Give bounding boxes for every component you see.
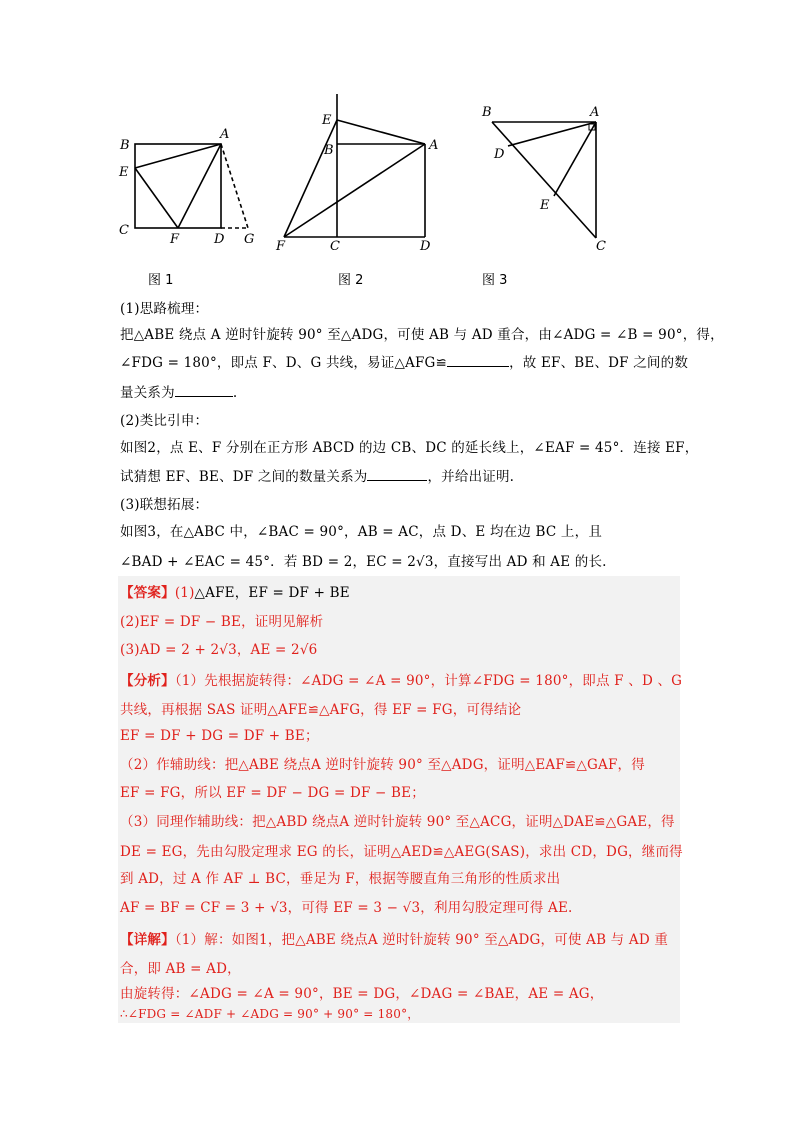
problem-line (120, 465, 514, 485)
fig3-label-e: E (540, 198, 550, 213)
fig1-label-a: A (220, 127, 230, 142)
fig2-label-a: A (429, 138, 439, 153)
analysis-line: 到 AD，过 A 作 AF ⊥ BC，垂足为 F，根据等腰直角三角形的性质求出 (120, 871, 561, 887)
fig3-label-d: D (494, 147, 505, 162)
fig1-caption: 图 1 (148, 273, 174, 288)
fig1-label-b: B (120, 138, 130, 153)
answer-line: (2)EF = DF − BE，证明见解析 (120, 614, 324, 630)
fig2-label-c: C (330, 239, 340, 252)
text: （1）解：如图1，把△ABE 绕点A 逆时针旋转 90° 至△ADG，可使 AB 与 AD 重 (174, 932, 669, 948)
detail-line: ∴∠FDG = ∠ADF + ∠ADG = 90° + 90° = 180°， (120, 1007, 420, 1021)
detail-tag: 【详解】 (120, 932, 175, 948)
fig1-label-g: G (244, 232, 255, 247)
fig2-label-e: E (322, 113, 332, 128)
fig2-caption: 图 2 (338, 273, 364, 288)
text: (1) (174, 585, 195, 601)
fig1-label-c: C (119, 223, 129, 238)
problem-line: 如图3，在△ABC 中，∠BAC = 90°，AB = AC，点 D、E 均在边 BC 上，且 (120, 524, 603, 540)
fig1-label-f: F (170, 232, 180, 247)
analysis-line: EF = FG，所以 EF = DF − DG = DF − BE； (120, 785, 425, 801)
problem-line: ∠BAD + ∠EAC = 45°．若 BD = 2，EC = 2√3，直接写出 AD 和 AE 的长. (120, 554, 607, 570)
text: （1）先根据旋转得：∠ADG = ∠A = 90°，计算∠FDG = 180°，即点 F 、D 、G (174, 673, 683, 689)
text: △AFE，EF = DF + BE (194, 585, 350, 601)
analysis-line: （3）同理作辅助线：把△ABD 绕点A 逆时针旋转 90° 至△ACG，证明△DAE≌△GAE，得 (120, 814, 675, 830)
fig3-caption: 图 3 (482, 273, 508, 288)
part3-heading: (3)联想拓展： (120, 497, 209, 513)
answer-blank (447, 356, 509, 367)
fig2-label-f: F (276, 239, 286, 252)
answer-blank (367, 470, 427, 481)
fig2-label-b: B (324, 143, 334, 158)
fig3-label-a: A (590, 105, 600, 120)
text: ，并给出证明. (427, 469, 515, 485)
fig3-label-c: C (596, 239, 606, 254)
analysis-line: 共线，再根据 SAS 证明△AFE≌△AFG，得 EF = FG，可得结论 (120, 702, 522, 718)
analysis-line: EF = DF + DG = DF + BE； (120, 728, 319, 744)
fig1-label-d: D (214, 232, 225, 247)
analysis-line: （2）作辅助线：把△ABE 绕点A 逆时针旋转 90° 至△ADG，证明△EAF≌△GAF，得 (120, 757, 645, 773)
answer-tag: 【答案】 (120, 585, 175, 601)
part2-heading: (2)类比引申： (120, 413, 209, 429)
analysis-line: AF = BF = CF = 3 + √3，可得 EF = 3 − √3，利用勾股定理可得 AE. (120, 900, 573, 916)
analysis-line: DE = EG，先由勾股定理求 EG 的长，证明△AED≌△AEG(SAS)，求出 CD，DG，继而得 (120, 844, 683, 860)
problem-line (120, 381, 237, 401)
analysis-tag: 【分析】 (120, 673, 175, 689)
fig3-label-b: B (482, 105, 492, 120)
figure-3 (478, 100, 618, 255)
answer-line (120, 581, 350, 601)
detail-line: 由旋转得：∠ADG = ∠A = 90°，BE = DG，∠DAG = ∠BAE，AE = AG， (120, 986, 604, 1002)
text: ，故 EF、BE、DF 之间的数 (509, 355, 689, 371)
answer-line: (3)AD = 2 + 2√3，AE = 2√6 (120, 642, 318, 658)
answer-blank (175, 386, 233, 397)
figure-2 (272, 92, 442, 252)
analysis-line (120, 669, 682, 689)
text: 量关系为 (120, 385, 175, 401)
fig2-label-d: D (420, 239, 431, 252)
figure-1 (110, 120, 270, 250)
problem-line: 如图2，点 E、F 分别在正方形 ABCD 的边 CB、DC 的延长线上，∠EAF = 45°．连接 EF， (120, 440, 699, 456)
fig1-label-e: E (119, 165, 129, 180)
text: ∠FDG = 180°，即点 F、D、G 共线，易证△AFG≌ (120, 355, 448, 371)
detail-line (120, 928, 668, 948)
part1-heading: (1)思路梳理： (120, 301, 209, 317)
detail-line: 合，即 AB = AD， (120, 961, 241, 977)
problem-line: 把△ABE 绕点 A 逆时针旋转 90° 至△ADG，可使 AB 与 AD 重合，由∠ADG = ∠B = 90°，得， (120, 327, 724, 343)
problem-line (120, 351, 688, 371)
text: 试猜想 EF、BE、DF 之间的数量关系为 (120, 469, 368, 485)
text: . (232, 385, 238, 401)
